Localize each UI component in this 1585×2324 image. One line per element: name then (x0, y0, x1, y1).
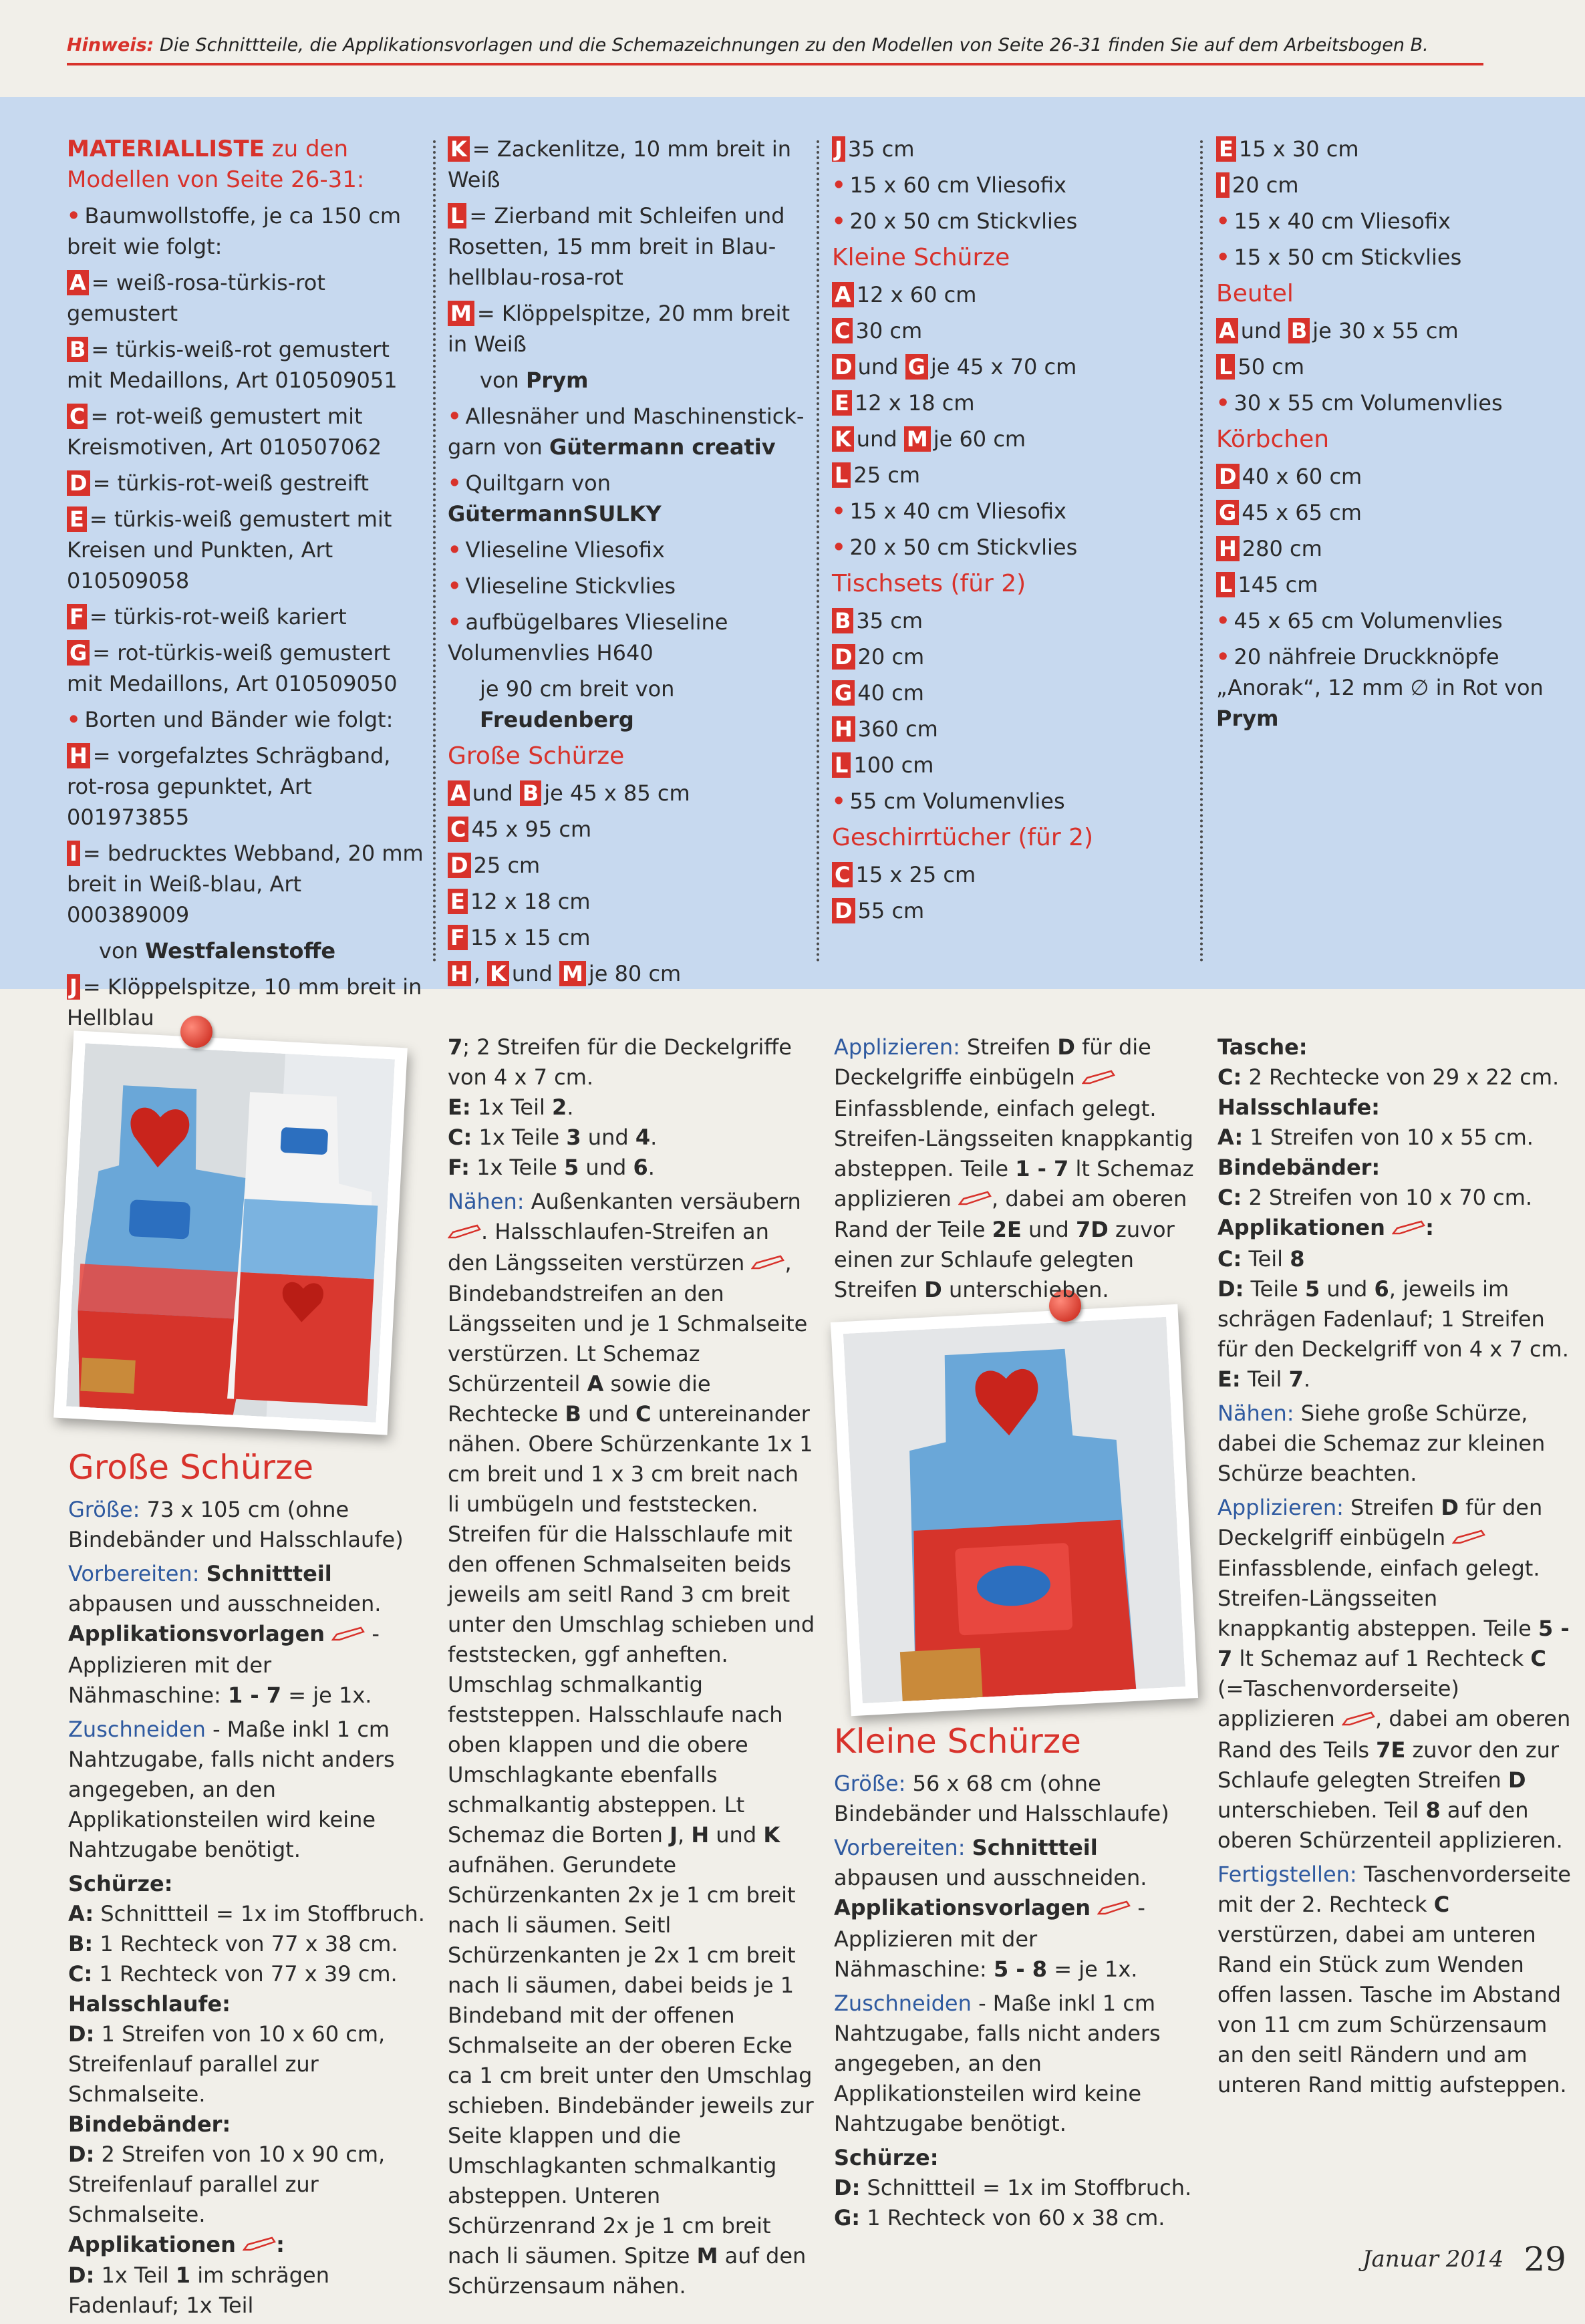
material-item: A 12 x 60 cm (832, 279, 1186, 310)
section-heading-grosse: Große Schürze (448, 742, 625, 770)
material-item: • Quiltgarn von GütermannSULKY (448, 470, 662, 527)
line: F: 1x Teile 5 und 6. (448, 1155, 655, 1180)
material-item: C 30 cm (832, 315, 1186, 346)
paragraph: Vorbereiten: Schnittteil abpausen und ausschneiden. Applikationsvorlagen - Applizieren mit der Nähmaschine: 1 - 7 = je 1x. (68, 1561, 382, 1708)
material-item: E 12 x 18 cm (832, 388, 1186, 418)
material-item: E 12 x 18 cm (448, 886, 815, 917)
pencil-icon (751, 1249, 784, 1279)
pencil-icon (1097, 1894, 1131, 1924)
instructions-kleine-col4 (1217, 1032, 1572, 2104)
material-item: C 15 x 25 cm (832, 859, 1186, 890)
material-item: L 50 cm (1216, 351, 1564, 382)
material-item: I 20 cm (1216, 170, 1564, 200)
line: A: Schnittteil = 1x im Stoffbruch. (68, 1900, 425, 1926)
label-applikationen: Applikationen : (68, 2230, 429, 2261)
instructions-kleine-col3 (834, 1721, 1195, 2233)
line: 7; 2 Streifen für die Deckelgriffe von 4 x 7 cm. (448, 1034, 792, 1090)
material-item: • aufbügelbares Vlieseline Volumenvlies H640 (448, 609, 728, 666)
material-item: A und B je 45 x 85 cm (448, 778, 815, 809)
material-item: H = vorgefalztes Schrägband, rot-rosa gepunktet, Art 001973855 (67, 743, 391, 830)
line: B: 1 Rechteck von 77 x 38 cm. (68, 1930, 398, 1956)
material-item: • Baumwollstoffe, je ca 150 cm breit wie folgt: (67, 203, 402, 259)
material-item: • Vlieseline Vliesofix (448, 537, 665, 563)
material-item: • 15 x 50 cm Stickvlies (1216, 245, 1462, 270)
hint-label: Hinweis: (67, 35, 154, 55)
pencil-icon (448, 1218, 481, 1248)
pencil-icon (243, 2230, 276, 2261)
material-item: von Prym (480, 368, 589, 393)
label-applikationen: Applikationen : (1217, 1213, 1572, 1244)
material-item: C 45 x 95 cm (448, 814, 815, 845)
material-item: L 25 cm (832, 460, 1186, 490)
paragraph: Größe: 73 x 105 cm (ohne Bindebänder und Halsschlaufe) (68, 1497, 404, 1552)
material-item: B = türkis-weiß-rot gemustert mit Medaillons, Art 010509051 (67, 337, 398, 393)
line: D: 2 Streifen von 10 x 90 cm, Streifenlauf parallel zur Schmalseite. (68, 2141, 386, 2227)
paragraph: Fertigstellen: Taschenvorderseite mit der 2. Rechteck C verstürzen, dabei am unteren Rand ein Stück zum Wenden offen lassen. Tasche im Abstand von 11 cm zum Schürzensaum an den seitl Rändern und am unteren Rand mittig aufsteppen. (1217, 1861, 1571, 2097)
label-schuerze: Schürze: (68, 1870, 173, 1896)
label-tasche: Tasche: (1217, 1034, 1308, 1060)
material-item: je 90 cm breit von Freudenberg (480, 676, 675, 732)
apron-photo-small (843, 1317, 1185, 1704)
section-heading-tischsets: Tischsets (für 2) (832, 570, 1026, 597)
paragraph: Nähen: Außenkanten versäubern . Halsschlaufen-Streifen an den Längsseiten verstürzen , Bindebandstreifen an den Längsseiten und je 1 Schmalseite verstürzen. Lt Schemaz Schürzenteil A sowie die Rechtecke B und C untereinander nähen. Obere Schürzenkante 1x 1 cm breit und 1 x 3 cm breit nach li umbügeln und feststecken. Streifen für die Halsschlaufe mit den offenen Schmalseiten beids jeweils am seitl Rand 3 cm breit unter den Umschlag schieben und feststecken, ggf anheften. Umschlag schmalkantig feststeppen. Halsschlaufe nach oben klappen und die obere Umschlagkante ebenfalls schmalkantig absteppen. Lt Schemaz die Borten J, H und K aufnähen. Gerundete Schürzenkanten 2x je 1 cm breit nach li säumen. Seitl Schürzenkanten je 2x 1 cm breit nach li säumen, dabei beids je 1 Bindeband mit der offenen Schmalseite an der oberen Ecke ca 1 cm breit unter den Umschlag schieben. Bindebänder jeweils zur Seite klappen und die Umschlagkanten schmalkantig absteppen. Unteren Schürzenrand 2x je 1 cm breit nach li säumen. Spitze M auf den Schürzensaum nähen. (448, 1189, 815, 2299)
material-item: E = türkis-weiß gemustert mit Kreisen und Punkten, Art 010509058 (67, 506, 392, 593)
footer-month: Januar 2014 (1362, 2246, 1504, 2273)
paragraph: Zuschneiden - Maße inkl 1 cm Nahtzugabe, falls nicht anders angegeben, an den Applikationsteilen wird keine Nahtzugabe benötigt. (834, 1990, 1161, 2136)
line: E: 1x Teil 2. (448, 1095, 574, 1120)
column-divider (433, 140, 436, 962)
material-item: D 55 cm (832, 895, 1186, 926)
paragraph: Applizieren: Streifen D für die Deckelgriffe einbügeln Einfassblende, einfach gelegt. Streifen-Längsseiten knappkantig absteppen. Teile 1 - 7 lt Schemaz applizieren , dabei am oberen Rand der Teile 2E und 7D zuvor einen zur Schlaufe gelegten Streifen D unterschieben. (834, 1034, 1194, 1302)
material-item: I = bedrucktes Webband, 20 mm breit in Weiß-blau, Art 000389009 (67, 841, 424, 927)
section-heading-beutel: Beutel (1216, 280, 1294, 307)
heading-grosse-schuerze: Große Schürze (68, 1448, 314, 1487)
material-item: • 30 x 55 cm Volumenvlies (1216, 390, 1503, 416)
pencil-icon (1392, 1214, 1425, 1244)
line: C: 1x Teile 3 und 4. (448, 1125, 658, 1150)
instructions-grosse-col3 (834, 1032, 1195, 1309)
material-item: • 15 x 60 cm Vliesofix (832, 172, 1066, 198)
hint-underline (67, 63, 1483, 65)
line: D: Schnittteil = 1x im Stoffbruch. (834, 2174, 1192, 2200)
material-item: L = Zierband mit Schleifen und Rosetten, 15 mm breit in Blau-hellblau-rosa-rot (448, 203, 785, 290)
photo-grosse-schuerze (53, 1030, 408, 1435)
section-heading-koerbchen: Körbchen (1216, 426, 1330, 453)
line: A: 1 Streifen von 10 x 55 cm. (1217, 1125, 1534, 1150)
line: D: 1 Streifen von 10 x 60 cm, Streifenlauf parallel zur Schmalseite. (68, 2021, 386, 2107)
material-item: H 280 cm (1216, 533, 1564, 564)
material-item: A = weiß-rosa-türkis-rot gemustert (67, 270, 325, 326)
label-halsschlaufe: Halsschlaufe: (1217, 1095, 1380, 1120)
material-item: K = Zackenlitze, 10 mm breit in Weiß (448, 136, 792, 192)
material-title: MATERIALLISTE zu den Modellen von Seite 26-31: (67, 136, 365, 193)
paragraph: Nähen: Siehe große Schürze, dabei die Schemaz zur kleinen Schürze beachten. (1217, 1400, 1546, 1486)
material-item: • Vlieseline Stickvlies (448, 573, 676, 599)
label-halsschlaufe: Halsschlaufe: (68, 1991, 231, 2017)
paragraph: Applizieren: Streifen D für den Deckelgriff einbügeln Einfassblende, einfach gelegt. Streifen-Längsseiten knappkantig absteppen. Teile 5 - 7 lt Schemaz auf 1 Rechteck C (=Taschenvorderseite) applizieren , dabei am oberen Rand des Teils 7E zuvor den zur Schlaufe gelegten Streifen D unterschieben. Teil 8 auf den oberen Schürzenteil applizieren. (1217, 1494, 1571, 1853)
material-item: G 40 cm (832, 678, 1186, 708)
pencil-icon (1342, 1705, 1375, 1735)
material-item: • Borten und Bänder wie folgt: (67, 707, 394, 732)
label-bindebaender: Bindebänder: (68, 2111, 231, 2137)
material-item: L 100 cm (832, 750, 1186, 780)
pin-icon (180, 1016, 212, 1048)
heading-kleine-schuerze: Kleine Schürze (834, 1722, 1081, 1761)
material-item: A und B je 30 x 55 cm (1216, 315, 1564, 346)
material-item: F 15 x 15 cm (448, 922, 815, 953)
material-item: D = türkis-rot-weiß gestreift (67, 468, 428, 498)
pencil-icon (958, 1185, 992, 1215)
column-divider (1200, 140, 1203, 962)
instructions-grosse-col2 (448, 1032, 815, 2305)
column-divider (817, 140, 819, 962)
line: C: Teil 8 (1217, 1246, 1305, 1272)
material-item: von Westfalenstoffe (99, 938, 336, 964)
label-schuerze: Schürze: (834, 2144, 939, 2170)
material-item: E 15 x 30 cm (1216, 134, 1564, 164)
material-item: D und G je 45 x 70 cm (832, 351, 1186, 382)
material-item: D 20 cm (832, 641, 1186, 672)
line: D: Teile 5 und 6, jeweils im schrägen Fadenlauf; 1 Streifen für den Deckelgriff von 4 x 7 cm. (1217, 1276, 1569, 1362)
material-item: • 15 x 40 cm Vliesofix (832, 498, 1066, 524)
apron-photo-large (66, 1043, 395, 1423)
material-column-2 (448, 134, 815, 994)
section-heading-geschirr: Geschirrtücher (für 2) (832, 824, 1094, 851)
material-item: • 20 x 50 cm Stickvlies (832, 208, 1078, 234)
line: E: Teil 7. (1217, 1366, 1311, 1392)
pencil-icon (1452, 1523, 1485, 1554)
paragraph: Zuschneiden - Maße inkl 1 cm Nahtzugabe, falls nicht anders angegeben, an den Applikationsteilen wird keine Nahtzugabe benötigt. (68, 1716, 395, 1862)
page-footer (1362, 2240, 1566, 2279)
line: D: 1x Teil 1 im schrägen Fadenlauf; 1x Teil (68, 2263, 330, 2318)
material-item: • 20 x 50 cm Stickvlies (832, 535, 1078, 560)
section-heading-kleine: Kleine Schürze (832, 244, 1010, 271)
material-item: G 45 x 65 cm (1216, 497, 1564, 528)
material-item: C = rot-weiß gemustert mit Kreismotiven, Art 010507062 (67, 404, 382, 460)
line: C: 2 Rechtecke von 29 x 22 cm. (1217, 1064, 1560, 1090)
line: C: 1 Rechteck von 77 x 39 cm. (68, 1960, 398, 1987)
material-column-1 (67, 134, 428, 1038)
material-item: • 20 nähfreie Druckknöpfe „Anorak“, 12 mm ∅ in Rot von Prym (1216, 644, 1544, 731)
material-item: J 35 cm (832, 134, 1186, 164)
line: C: 2 Streifen von 10 x 70 cm. (1217, 1185, 1533, 1210)
material-item: • 15 x 40 cm Vliesofix (1216, 208, 1451, 234)
hint-text: Die Schnittteile, die Applikationsvorlagen und die Schemazeichnungen zu den Modellen von Seite 26-31 finden Sie auf dem Arbeitsbogen B. (154, 35, 1429, 55)
material-item: K und M je 60 cm (832, 424, 1186, 454)
hint-line-text (67, 35, 1429, 55)
material-item: L 145 cm (1216, 569, 1564, 600)
material-item: J = Klöppelspitze, 10 mm breit in Hellblau (67, 974, 422, 1030)
material-item: D 25 cm (448, 850, 815, 881)
paragraph: Vorbereiten: Schnittteil abpausen und ausschneiden. Applikationsvorlagen - Applizieren mit der Nähmaschine: 5 - 8 = je 1x. (834, 1835, 1147, 1982)
material-item: M = Klöppelspitze, 20 mm breit in Weiß (448, 301, 790, 357)
material-item: • 45 x 65 cm Volumenvlies (1216, 608, 1503, 633)
line: G: 1 Rechteck von 60 x 38 cm. (834, 2204, 1165, 2230)
page-number: 29 (1524, 2240, 1566, 2279)
material-column-4 (1216, 134, 1564, 739)
label-bindebaender: Bindebänder: (1217, 1155, 1381, 1180)
pencil-icon (1082, 1064, 1115, 1094)
material-item: H 360 cm (832, 714, 1186, 744)
material-item: D 40 x 60 cm (1216, 461, 1564, 492)
material-item: G = rot-türkis-weiß gemustert mit Medaillons, Art 010509050 (67, 640, 398, 696)
pencil-icon (331, 1620, 365, 1650)
material-item: H , K und M je 80 cm (448, 958, 815, 989)
material-column-3 (832, 134, 1186, 931)
instructions-grosse-col1 (68, 1447, 429, 2321)
paragraph: Größe: 56 x 68 cm (ohne Bindebänder und Halsschlaufe) (834, 1771, 1169, 1826)
material-item: • 55 cm Volumenvlies (832, 788, 1065, 814)
photo-kleine-schuerze (831, 1304, 1198, 1716)
material-item: B 35 cm (832, 605, 1186, 636)
material-item: F = türkis-rot-weiß kariert (67, 601, 428, 632)
material-item: • Allesnäher und Maschinenstick-garn von Gütermann creativ (448, 404, 805, 460)
